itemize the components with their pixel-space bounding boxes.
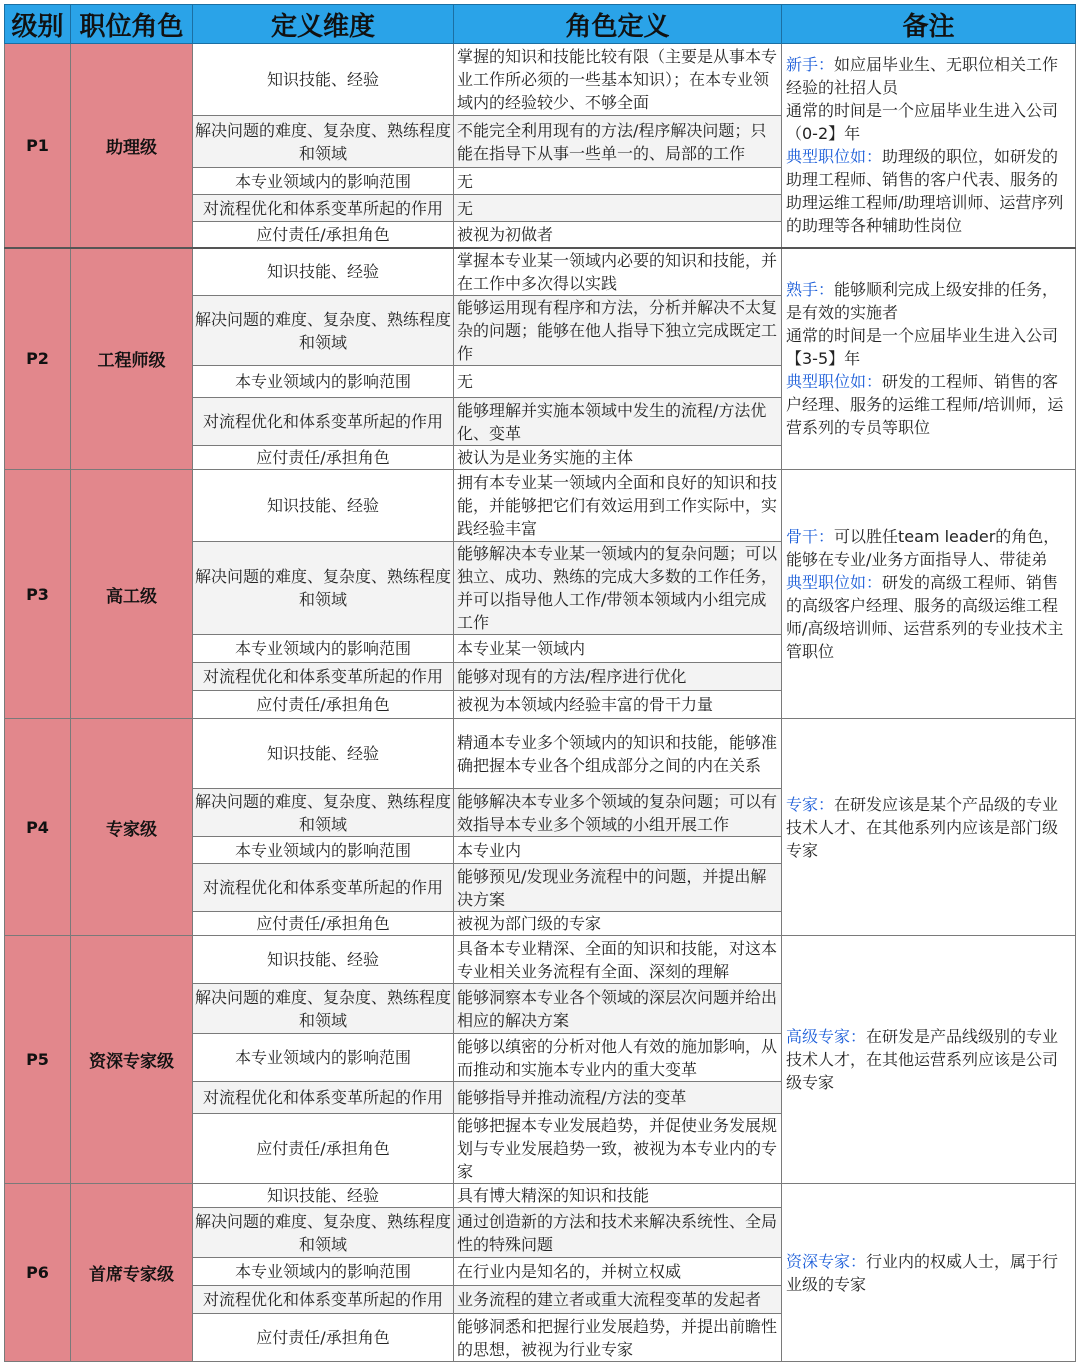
note-tag2: 典型职位如： [786, 147, 883, 167]
level-cell: P6 [5, 1184, 71, 1362]
header-definition: 角色定义 [454, 5, 782, 44]
note-text: 如应届毕业生、无职位相关工作经验的社招人员 [786, 55, 1059, 98]
definition-cell: 能够洞悉和把握行业发展趋势，并提出前瞻性的思想，被视为行业专家 [454, 1314, 782, 1362]
dimension-cell: 本专业领域内的影响范围 [193, 168, 454, 195]
definition-cell: 掌握本专业某一领域内必要的知识和技能，并在工作中多次得以实践 [454, 248, 782, 296]
definition-cell: 能够对现有的方法/程序进行优化 [454, 663, 782, 691]
definition-cell: 能够解决本专业多个领域的复杂问题；可以有效指导本专业多个领域的小组开展工作 [454, 789, 782, 837]
dimension-cell: 本专业领域内的影响范围 [193, 1258, 454, 1286]
dimension-cell: 解决问题的难度、复杂度、熟练程度和领域 [193, 1208, 454, 1258]
dimension-cell: 知识技能、经验 [193, 936, 454, 984]
table-row [5, 719, 1076, 789]
note-cell [782, 1184, 1076, 1362]
table-row [5, 470, 1076, 542]
dimension-cell: 应付责任/承担角色 [193, 691, 454, 719]
dimension-cell: 解决问题的难度、复杂度、熟练程度和领域 [193, 789, 454, 837]
dimension-cell: 应付责任/承担角色 [193, 222, 454, 248]
note-tag: 资深专家： [786, 1251, 867, 1271]
role-cell: 高工级 [71, 470, 193, 719]
dimension-cell: 知识技能、经验 [193, 248, 454, 296]
definition-cell: 被视为初做者 [454, 222, 782, 248]
dimension-cell: 知识技能、经验 [193, 470, 454, 542]
role-cell: 助理级 [71, 44, 193, 248]
note-text2: 研发的高级工程师、销售的高级客户经理、服务的高级运维工程师/高级培训师、运营系列的专业技术主管职位 [786, 573, 1064, 661]
note-cell [782, 44, 1076, 248]
header-row [5, 5, 1076, 44]
dimension-cell: 知识技能、经验 [193, 1184, 454, 1208]
note-tag2: 典型职位如： [786, 372, 883, 392]
role-cell: 专家级 [71, 719, 193, 936]
definition-cell: 能够以缜密的分析对他人有效的施加影响，从而推动和实施本专业内的重大变革 [454, 1034, 782, 1082]
note-cell [782, 470, 1076, 719]
dimension-cell: 对流程优化和体系变革所起的作用 [193, 398, 454, 446]
table-row [5, 936, 1076, 984]
dimension-cell: 应付责任/承担角色 [193, 446, 454, 470]
dimension-cell: 对流程优化和体系变革所起的作用 [193, 864, 454, 912]
definition-cell: 通过创造新的方法和技术来解决系统性、全局性的特殊问题 [454, 1208, 782, 1258]
role-cell: 资深专家级 [71, 936, 193, 1184]
note-text: 在研发是产品线级别的专业技术人才，在其他运营系列应该是公司级专家 [786, 1027, 1059, 1092]
note-tag: 高级专家： [786, 1027, 867, 1046]
table-row [5, 1184, 1076, 1208]
definition-cell: 能够理解并实施本领域中发生的流程/方法优化、变革 [454, 398, 782, 446]
dimension-cell: 知识技能、经验 [193, 44, 454, 116]
dimension-cell: 对流程优化和体系变革所起的作用 [193, 1286, 454, 1314]
level-cell: P4 [5, 719, 71, 936]
level-cell: P2 [5, 248, 71, 470]
role-cell: 首席专家级 [71, 1184, 193, 1362]
definition-cell: 被认为是业务实施的主体 [454, 446, 782, 470]
header-dimension: 定义维度 [193, 5, 454, 44]
dimension-cell: 应付责任/承担角色 [193, 1314, 454, 1362]
dimension-cell: 对流程优化和体系变革所起的作用 [193, 195, 454, 222]
note-mid: 通常的时间是一个应届毕业生进入公司【3-5】年 [786, 326, 1059, 369]
definition-cell: 无 [454, 195, 782, 222]
definition-cell: 无 [454, 366, 782, 398]
definition-cell: 能够洞察本专业各个领域的深层次问题并给出相应的解决方案 [454, 984, 782, 1034]
note-tag: 熟手： [786, 280, 835, 300]
table-row [5, 248, 1076, 296]
header-role: 职位角色 [71, 5, 193, 44]
level-cell: P3 [5, 470, 71, 719]
note-mid: 通常的时间是一个应届毕业生进入公司（0-2】年 [786, 101, 1059, 144]
definition-cell: 能够解决本专业某一领域内的复杂问题；可以独立、成功、熟练的完成大多数的工作任务，并可以指导他人工作/带领本领域内小组完成工作 [454, 542, 782, 635]
dimension-cell: 应付责任/承担角色 [193, 912, 454, 936]
header-level: 级别 [5, 5, 71, 44]
header-note: 备注 [782, 5, 1076, 44]
definition-cell: 能够把握本专业发展趋势，并促使业务发展规划与专业发展趋势一致，被视为本专业内的专家 [454, 1114, 782, 1184]
definition-cell: 在行业内是知名的，并树立权威 [454, 1258, 782, 1286]
definition-cell: 业务流程的建立者或重大流程变革的发起者 [454, 1286, 782, 1314]
note-tag2: 典型职位如： [786, 573, 883, 592]
definition-cell: 不能完全利用现有的方法/程序解决问题；只能在指导下从事一些单一的、局部的工作 [454, 116, 782, 168]
role-cell: 工程师级 [71, 248, 193, 470]
definition-cell: 能够运用现有程序和方法，分析并解决不太复杂的问题；能够在他人指导下独立完成既定工作 [454, 296, 782, 366]
note-text: 可以胜任team leader的角色，能够在专业/业务方面指导人、带徒弟 [786, 527, 1060, 569]
dimension-cell: 解决问题的难度、复杂度、熟练程度和领域 [193, 542, 454, 635]
dimension-cell: 本专业领域内的影响范围 [193, 366, 454, 398]
note-cell [782, 248, 1076, 470]
definition-cell: 无 [454, 168, 782, 195]
note-text: 行业内的权威人士，属于行业级的专家 [786, 1251, 1059, 1294]
level-cell: P1 [5, 44, 71, 248]
dimension-cell: 知识技能、经验 [193, 719, 454, 789]
note-text2: 研发的工程师、销售的客户经理、服务的运维工程师/培训师，运营系列的专员等职位 [786, 372, 1064, 438]
note-tag: 骨干： [786, 527, 835, 546]
definition-cell: 本专业某一领域内 [454, 635, 782, 663]
level-cell: P5 [5, 936, 71, 1184]
definition-cell: 具备本专业精深、全面的知识和技能，对这本专业相关业务流程有全面、深刻的理解 [454, 936, 782, 984]
definition-cell: 能够预见/发现业务流程中的问题，并提出解决方案 [454, 864, 782, 912]
dimension-cell: 解决问题的难度、复杂度、熟练程度和领域 [193, 116, 454, 168]
definition-cell: 被视为部门级的专家 [454, 912, 782, 936]
note-cell [782, 936, 1076, 1184]
dimension-cell: 本专业领域内的影响范围 [193, 635, 454, 663]
note-text: 在研发应该是某个产品级的专业技术人才、在其他系列内应该是部门级专家 [786, 794, 1059, 860]
definition-cell: 精通本专业多个领域内的知识和技能，能够准确把握本专业各个组成部分之间的内在关系 [454, 719, 782, 789]
definition-cell: 能够指导并推动流程/方法的变革 [454, 1082, 782, 1114]
career-level-table [4, 4, 1076, 1362]
dimension-cell: 应付责任/承担角色 [193, 1114, 454, 1184]
definition-cell: 本专业内 [454, 837, 782, 864]
definition-cell: 具有博大精深的知识和技能 [454, 1184, 782, 1208]
dimension-cell: 对流程优化和体系变革所起的作用 [193, 1082, 454, 1114]
dimension-cell: 解决问题的难度、复杂度、熟练程度和领域 [193, 296, 454, 366]
dimension-cell: 解决问题的难度、复杂度、熟练程度和领域 [193, 984, 454, 1034]
definition-cell: 掌握的知识和技能比较有限（主要是从事本专业工作所必须的一些基本知识）；在本专业领域内的经验较少、不够全面 [454, 44, 782, 116]
note-tag: 专家： [786, 794, 835, 814]
note-text2: 助理级的职位，如研发的助理工程师、销售的客户代表、服务的助理运维工程师/助理培训师、运营序列的助理等各种辅助性岗位 [786, 147, 1064, 236]
definition-cell: 拥有本专业某一领域内全面和良好的知识和技能，并能够把它们有效运用到工作实际中，实践经验丰富 [454, 470, 782, 542]
dimension-cell: 对流程优化和体系变革所起的作用 [193, 663, 454, 691]
dimension-cell: 本专业领域内的影响范围 [193, 837, 454, 864]
dimension-cell: 本专业领域内的影响范围 [193, 1034, 454, 1082]
note-tag: 新手： [786, 55, 835, 75]
note-cell [782, 719, 1076, 936]
note-text: 能够顺利完成上级安排的任务，是有效的实施者 [786, 280, 1059, 323]
definition-cell: 被视为本领域内经验丰富的骨干力量 [454, 691, 782, 719]
table-row [5, 44, 1076, 116]
